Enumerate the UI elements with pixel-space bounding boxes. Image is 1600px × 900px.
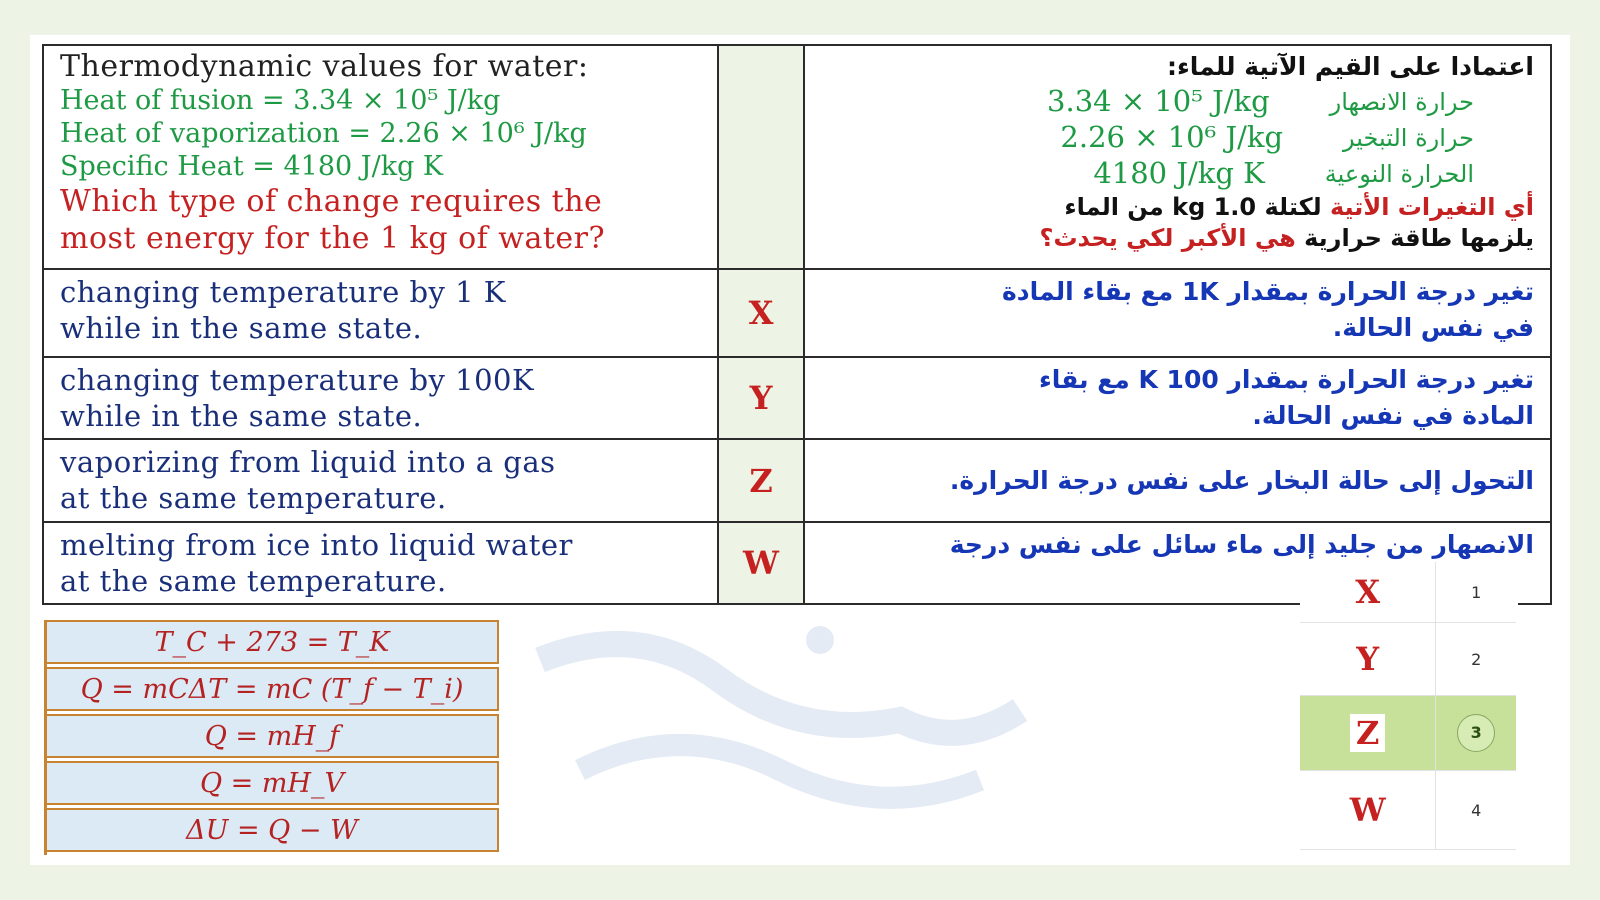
heat-of-fusion-en: Heat of fusion = 3.34 × 10⁵ J/kg — [60, 85, 501, 116]
answer-letter-w: W — [1349, 791, 1386, 829]
fusion-value-ar: 3.34 × 10⁵ J/kg — [1047, 84, 1270, 118]
formula-sheet — [44, 620, 511, 855]
question-arabic-cell — [804, 45, 1551, 269]
question-title-en: Thermodynamic values for water: — [60, 49, 589, 84]
fusion-label-ar: حرارة الانصهار — [1329, 88, 1474, 116]
prompt-ar-part3: يلزمها طاقة حرارية — [1295, 224, 1534, 252]
watermark-logo — [520, 600, 1040, 830]
answer-number-3 — [1435, 696, 1516, 770]
heat-of-vaporization-en: Heat of vaporization = 2.26 × 10⁶ J/kg — [60, 118, 587, 149]
prompt-ar-part2: لكتلة 1.0 kg من الماء — [1064, 193, 1330, 221]
option-z-arabic — [804, 439, 1551, 522]
option-y-ar-line1: تغير درجة الحرارة بمقدار 100 K مع بقاء — [1038, 365, 1534, 394]
letter-column-header — [718, 45, 804, 269]
option-x-arabic — [804, 269, 1551, 357]
answer-number-2: 2 — [1435, 623, 1516, 695]
specific-heat-en: Specific Heat = 4180 J/kg K — [60, 151, 444, 182]
specific-ar-line — [821, 156, 1534, 192]
option-row-z — [43, 439, 1551, 522]
answer-choices-panel — [1300, 562, 1518, 852]
formula-heat-of-fusion: Q = mH_f — [47, 714, 499, 758]
option-w-english — [43, 522, 718, 604]
answer-letter-x: X — [1355, 573, 1381, 611]
answer-option-x[interactable] — [1300, 562, 1516, 623]
question-prompt-en-line1: Which type of change requires the — [60, 184, 603, 219]
option-w-en-line2: at the same temperature. — [60, 564, 447, 598]
question-table — [42, 44, 1552, 605]
option-w-ar-line1: الانصهار من جليد إلى ماء سائل على نفس درجة — [949, 530, 1534, 559]
option-z-english — [43, 439, 718, 522]
option-z-letter: Z — [718, 439, 804, 522]
option-y-english — [43, 357, 718, 439]
option-z-en-line1: vaporizing from liquid into a gas — [60, 445, 556, 479]
option-x-english — [43, 269, 718, 357]
formula-specific-heat: Q = mCΔT = mC (T_f − T_i) — [47, 667, 499, 711]
option-w-letter: W — [718, 522, 804, 604]
vaporization-value-ar: 2.26 × 10⁶ J/kg — [1060, 120, 1284, 154]
option-row-y — [43, 357, 1551, 439]
option-y-en-line2: while in the same state. — [60, 399, 423, 433]
specific-label-ar: الحرارة النوعية — [1324, 160, 1474, 188]
formula-first-law: ΔU = Q − W — [47, 808, 499, 852]
option-z-ar-line1: التحول إلى حالة البخار على نفس درجة الحرارة. — [949, 465, 1534, 495]
option-x-letter: X — [718, 269, 804, 357]
answer-option-w[interactable] — [1300, 771, 1516, 850]
option-y-ar-line2: المادة في نفس الحالة. — [1252, 401, 1534, 430]
answer-option-z-selected[interactable] — [1300, 696, 1516, 771]
option-x-ar-line1: تغير درجة الحرارة بمقدار 1K مع بقاء المادة — [1002, 277, 1534, 306]
question-header-row — [43, 45, 1551, 269]
prompt-ar-part4: هي الأكبر لكي يحدث؟ — [1039, 224, 1296, 252]
option-z-en-line2: at the same temperature. — [60, 481, 447, 515]
option-x-ar-line2: في نفس الحالة. — [1332, 313, 1534, 342]
question-prompt-ar-line1 — [821, 192, 1534, 223]
question-prompt-en-line2: most energy for the 1 kg of water? — [60, 221, 606, 256]
option-y-en-line1: changing temperature by 100K — [60, 363, 535, 397]
option-y-arabic — [804, 357, 1551, 439]
question-prompt-ar-line2 — [821, 223, 1534, 254]
fusion-ar-line — [821, 84, 1534, 120]
option-y-letter: Y — [718, 357, 804, 439]
question-english-cell — [43, 45, 718, 269]
answer-number-3-badge: 3 — [1457, 714, 1495, 752]
answer-option-y[interactable] — [1300, 623, 1516, 696]
option-x-en-line2: while in the same state. — [60, 311, 423, 345]
answer-number-4: 4 — [1435, 771, 1516, 849]
answer-letter-y: Y — [1356, 640, 1380, 678]
specific-value-ar: 4180 J/kg K — [1093, 156, 1265, 190]
answer-number-1: 1 — [1435, 562, 1516, 622]
answer-letter-z-text: Z — [1350, 714, 1385, 752]
question-title-ar: اعتمادا على القيم الآتية للماء: — [1166, 52, 1534, 81]
formula-temperature-conversion: T_C + 273 = T_K — [47, 620, 499, 664]
option-row-x — [43, 269, 1551, 357]
option-x-en-line1: changing temperature by 1 K — [60, 275, 506, 309]
prompt-ar-part1: أي التغيرات الأتية — [1329, 193, 1534, 221]
option-w-en-line1: melting from ice into liquid water — [60, 528, 573, 562]
answer-letter-z — [1300, 714, 1435, 752]
vaporization-ar-line — [821, 120, 1534, 156]
formula-heat-of-vaporization: Q = mH_V — [47, 761, 499, 805]
vaporization-label-ar: حرارة التبخير — [1343, 124, 1474, 152]
